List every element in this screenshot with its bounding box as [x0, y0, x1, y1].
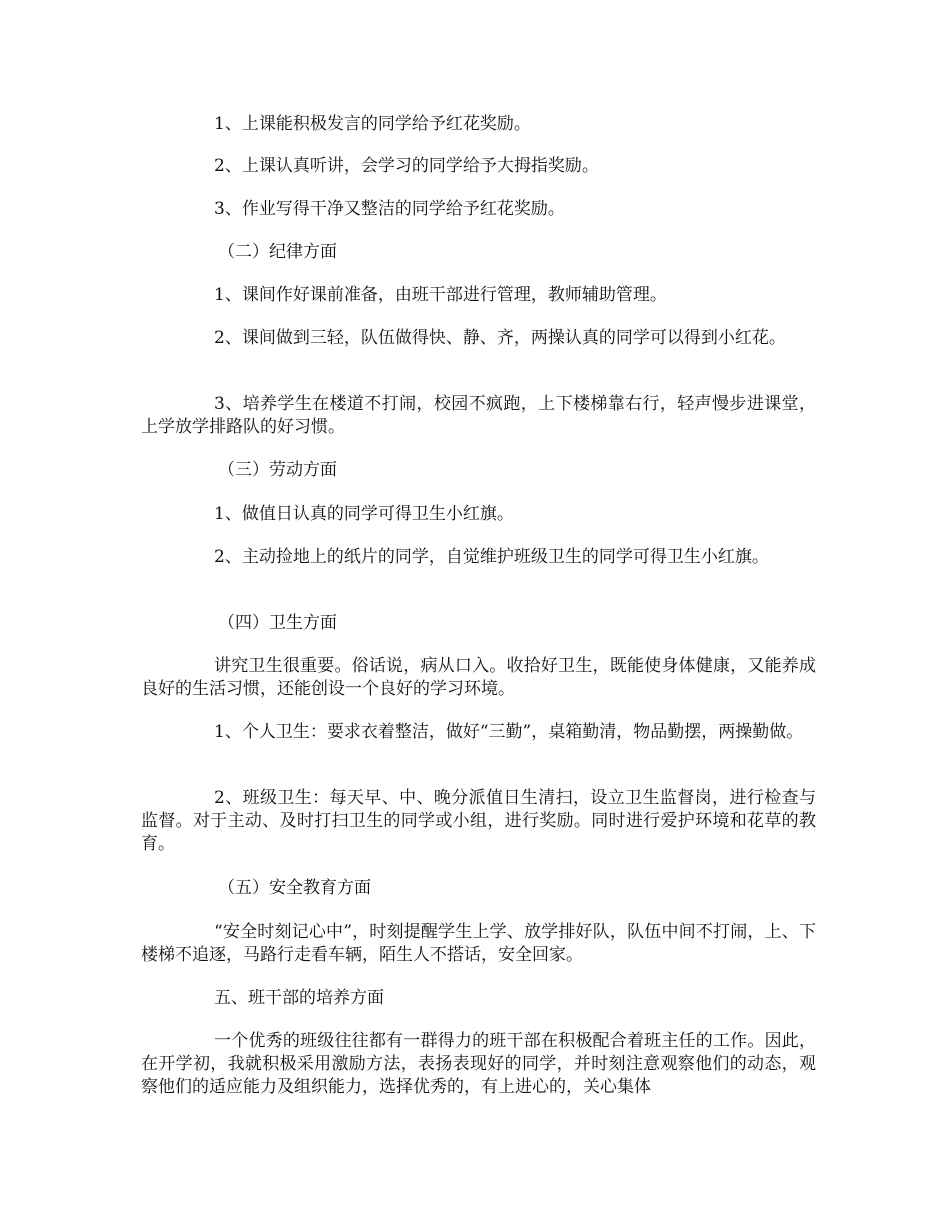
paragraph-discipline-2: 2、课间做到三轻，队伍做得快、静、齐，两操认真的同学可以得到小红花。 — [214, 328, 786, 348]
heading-discipline: （二）纪律方面 — [218, 242, 337, 262]
paragraph-discipline-3: 3、培养学生在楼道不打闹，校园不疯跑，上下楼梯靠右行，轻声慢步进课堂，上学放学排路队的好习惯。 — [141, 394, 816, 437]
paragraph-labor-1: 1、做值日认真的同学可得卫生小红旗。 — [214, 504, 514, 524]
paragraph-safety: “安全时刻记心中”，时刻提醒学生上学、放学排好队，队伍中间不打闹，上、下楼梯不追逐，马路行走看车辆，陌生人不搭话，安全回家。 — [141, 922, 816, 965]
paragraph-hygiene-intro: 讲究卫生很重要。俗话说，病从口入。收拾好卫生，既能使身体健康，又能养成良好的生活习惯，还能创设一个良好的学习环境。 — [141, 656, 816, 699]
paragraph-labor-2: 2、主动捡地上的纸片的同学，自觉维护班级卫生的同学可得卫生小红旗。 — [214, 547, 769, 567]
paragraph-discipline-1: 1、课间作好课前准备，由班干部进行管理，教师辅助管理。 — [214, 285, 667, 305]
heading-labor: （三）劳动方面 — [218, 460, 337, 480]
paragraph-hygiene-2: 2、班级卫生：每天早、中、晚分派值日生清扫，设立卫生监督岗，进行检查与监督。对于主动、及时打扫卫生的同学或小组，进行奖励。同时进行爱护环境和花草的教育。 — [141, 788, 816, 854]
paragraph-class-cadres: 一个优秀的班级往往都有一群得力的班干部在积极配合着班主任的工作。因此，在开学初，我就积极采用激励方法，表扬表现好的同学，并时刻注意观察他们的动态，观察他们的适应能力及组织能力，选择优秀的，有上进心的，关心集体 — [141, 1031, 816, 1097]
heading-class-cadres: 五、班干部的培养方面 — [214, 988, 384, 1008]
paragraph-reward-3: 3、作业写得干净又整洁的同学给予红花奖励。 — [214, 199, 565, 219]
paragraph-hygiene-1: 1、个人卫生：要求衣着整洁，做好“三勤”，桌箱勤清，物品勤摆，两操勤做。 — [214, 722, 804, 742]
paragraph-reward-1: 1、上课能积极发言的同学给予红花奖励。 — [214, 114, 531, 134]
heading-safety: （五）安全教育方面 — [218, 878, 371, 898]
paragraph-reward-2: 2、上课认真听讲，会学习的同学给予大拇指奖励。 — [214, 156, 599, 176]
heading-hygiene: （四）卫生方面 — [218, 613, 337, 633]
